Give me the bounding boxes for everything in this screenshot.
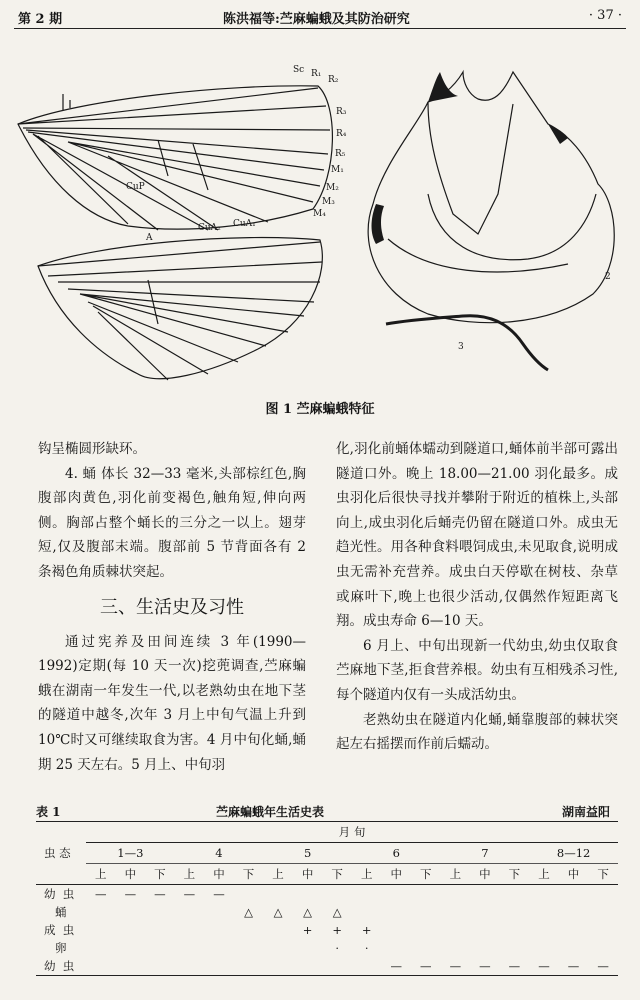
header-rule: [14, 28, 626, 29]
stage-label: 幼 虫: [44, 959, 75, 973]
schedule-cell: [116, 903, 146, 921]
life-history-table: [36, 821, 618, 976]
schedule-cell: [352, 903, 382, 921]
left-column: [38, 437, 306, 777]
schedule-cell: [470, 903, 500, 921]
schedule-cell: —: [597, 959, 609, 973]
paragraph: 6 月上、中旬出现新一代幼虫,幼虫仅取食苎麻地下茎,拒食营养根。幼虫有互相残杀习性,每个隧道内仅有一头成活幼虫。: [336, 637, 618, 703]
schedule-cell: [500, 939, 530, 957]
panel-label: 3: [458, 342, 464, 352]
schedule-cell: [381, 903, 411, 921]
genitalia-outline: [368, 72, 614, 323]
schedule-cell: [441, 885, 471, 904]
schedule-cell: [500, 903, 530, 921]
antenna-outline: [386, 316, 548, 370]
dekad-cell: 下: [508, 867, 521, 881]
paragraph: 化,羽化前蛹体蠕动到隧道口,蛹体前半部可露出隧道口外。晚上 18.00—21.00 羽化最多。成虫羽化后很快寻找并攀附于附近的植株上,头部向上,成虫羽化后蛹壳仍留在隧道口外。成虫无趋光性。用各种食料喂饲成虫,未见取食,说明成虫无需补充营养。成虫白天停歇在树枝、杂草或麻叶下,晚上也很少活动,仅偶然作短距离飞翔。成虫寿命 6—10 天。: [336, 441, 618, 630]
schedule-cell: [500, 885, 530, 904]
schedule-cell: △: [273, 905, 283, 919]
section-heading: 三、生活史及习性: [100, 596, 244, 618]
schedule-cell: [145, 939, 175, 957]
schedule-cell: [441, 921, 471, 939]
dekad-cell: 上: [538, 867, 550, 881]
schedule-cell: [470, 921, 500, 939]
schedule-cell: [204, 921, 234, 939]
schedule-cell: [86, 939, 116, 957]
month-cell: 1—3: [86, 843, 175, 864]
schedule-cell: [234, 885, 264, 904]
schedule-cell: [145, 921, 175, 939]
schedule-cell: [86, 921, 116, 939]
dekads-row: [36, 864, 618, 885]
schedule-cell: +: [332, 923, 342, 937]
figure-caption: 图 1 苎麻蝙蛾特征: [265, 402, 375, 417]
schedule-cell: [411, 885, 441, 904]
schedule-cell: [263, 939, 293, 957]
schedule-cell: ·: [364, 941, 369, 955]
month-header: 月 旬: [86, 822, 618, 843]
running-title: 陈洪福等:苎麻蝙蛾及其防治研究: [223, 12, 410, 27]
paragraph: 老熟幼虫在隧道内化蛹,蛹靠腹部的棘状突起左右摇摆而作前后蠕动。: [336, 711, 618, 753]
schedule-cell: —: [508, 959, 521, 973]
schedule-cell: [116, 921, 146, 939]
schedule-cell: —: [538, 959, 550, 973]
paragraph: 通过宪养及田间连续 3 年(1990—1992)定期(每 10 天一次)挖蔸调查,苎麻蝙蛾在湖南一年发生一代,以老熟幼虫在地下茎的隧道中越冬,次年 3 月上中旬气温上升到 10℃时又可继续取食为害。4 月中旬化蛹,蛹期 25 天左右。5 月上、中旬羽: [38, 633, 306, 773]
schedule-cell: △: [303, 905, 313, 919]
schedule-cell: [322, 885, 352, 904]
stage-label: 成 虫: [44, 923, 75, 937]
schedule-cell: △: [244, 905, 253, 919]
month-cell: 6: [352, 843, 441, 864]
dekad-cell: 中: [567, 867, 580, 881]
schedule-cell: —: [567, 959, 580, 973]
vein-label: M₄: [313, 209, 326, 219]
schedule-cell: [529, 903, 559, 921]
vein-label: M₁: [331, 165, 344, 175]
vein-label: Sc: [293, 65, 305, 75]
schedule-cell: [588, 939, 618, 957]
schedule-cell: [470, 885, 500, 904]
schedule-cell: [86, 903, 116, 921]
schedule-cell: [529, 921, 559, 939]
schedule-cell: [529, 885, 559, 904]
schedule-cell: [559, 885, 589, 904]
issue-number: 第 2 期: [18, 12, 63, 27]
schedule-cell: [411, 903, 441, 921]
dekad-cell: 下: [242, 867, 255, 881]
schedule-cell: [441, 939, 471, 957]
schedule-cell: [175, 957, 205, 976]
schedule-cell: +: [361, 923, 372, 937]
schedule-cell: —: [479, 959, 491, 973]
dekad-cell: 上: [272, 867, 284, 881]
months-row: [36, 843, 618, 864]
dekad-cell: 下: [331, 867, 343, 881]
schedule-cell: —: [449, 959, 462, 973]
schedule-cell: [263, 885, 293, 904]
vein-label: R₂: [328, 75, 339, 85]
schedule-cell: —: [154, 887, 166, 901]
genitalia-inner: [388, 102, 596, 272]
page-header: [18, 6, 622, 28]
schedule-cell: [441, 903, 471, 921]
right-column: [336, 437, 618, 757]
schedule-cell: [263, 921, 293, 939]
schedule-cell: [86, 957, 116, 976]
dekad-cell: 中: [301, 867, 314, 881]
dekad-cell: 下: [420, 867, 432, 881]
schedule-cell: [588, 903, 618, 921]
stage-label: 蛹: [44, 905, 67, 919]
schedule-cell: [559, 903, 589, 921]
schedule-cell: [559, 921, 589, 939]
schedule-cell: △: [332, 905, 342, 919]
schedule-cell: —: [183, 887, 196, 901]
dekad-cell: 上: [449, 867, 462, 881]
schedule-cell: [116, 957, 146, 976]
dekad-cell: 中: [213, 867, 225, 881]
schedule-cell: [529, 939, 559, 957]
vein-label: A: [146, 233, 153, 243]
schedule-cell: [234, 921, 264, 939]
month-cell: 5: [263, 843, 352, 864]
vein-label: CuA₁: [233, 219, 256, 229]
schedule-cell: [411, 939, 441, 957]
schedule-cell: [352, 957, 382, 976]
schedule-cell: [175, 921, 205, 939]
schedule-cell: [175, 903, 205, 921]
dekad-cell: 下: [597, 867, 609, 881]
vein-label: R₅: [335, 149, 346, 159]
schedule-cell: [204, 957, 234, 976]
schedule-cell: ·: [335, 941, 339, 955]
figure-moth-features: [8, 44, 628, 394]
paragraph: 4. 蛹 体长 32—33 毫米,头部棕红色,胸腹部肉黄色,羽化前变褐色,触角短,伸向两侧。胸部占整个蛹长的三分之一以上。翅芽短,仅及腹部末端。腹部前 5 节背面各有 2 条褐色角质棘状突起。: [38, 465, 306, 580]
table-body: [36, 885, 618, 976]
schedule-cell: +: [302, 923, 313, 937]
schedule-cell: [381, 885, 411, 904]
dekad-cell: 上: [95, 867, 107, 881]
dekad-cell: 下: [154, 867, 166, 881]
schedule-cell: [293, 885, 323, 904]
dekad-cell: 中: [390, 867, 402, 881]
schedule-cell: [204, 903, 234, 921]
schedule-cell: [175, 939, 205, 957]
stage-label: 幼 虫: [44, 887, 75, 901]
month-cell: 7: [441, 843, 530, 864]
schedule-cell: —: [390, 959, 402, 973]
month-cell: 4: [175, 843, 264, 864]
schedule-cell: [145, 957, 175, 976]
schedule-cell: [234, 957, 264, 976]
schedule-cell: [470, 939, 500, 957]
table-row: [36, 921, 618, 939]
schedule-cell: [116, 939, 146, 957]
stage-label: 卵: [44, 941, 67, 955]
schedule-cell: [293, 939, 323, 957]
schedule-cell: —: [95, 887, 107, 901]
hindwing-veins: [38, 242, 322, 380]
paragraph: 钩呈椭圆形缺环。: [38, 441, 146, 457]
vein-label: CuA₂: [198, 223, 221, 233]
schedule-cell: [145, 903, 175, 921]
vein-label: R₄: [336, 129, 347, 139]
schedule-cell: [411, 921, 441, 939]
forewing-outline: [18, 86, 332, 229]
page-number: · 37 ·: [588, 8, 622, 23]
dekad-cell: 中: [124, 867, 137, 881]
table-row: [36, 903, 618, 921]
schedule-cell: [234, 939, 264, 957]
vein-label: R₃: [336, 107, 347, 117]
vein-label: M₃: [322, 197, 335, 207]
schedule-cell: [381, 921, 411, 939]
vein-label: CuP: [126, 182, 145, 192]
schedule-cell: [559, 939, 589, 957]
month-cell: 8—12: [529, 843, 618, 864]
schedule-cell: —: [124, 887, 137, 901]
table-label: 表 1: [36, 805, 61, 819]
schedule-cell: [588, 921, 618, 939]
schedule-cell: —: [420, 959, 432, 973]
panel-label: 2: [605, 272, 611, 282]
dekad-cell: 上: [360, 867, 373, 881]
table-row: [36, 957, 618, 976]
table-row: [36, 885, 618, 904]
schedule-cell: [381, 939, 411, 957]
schedule-cell: [293, 957, 323, 976]
table-title: 苎麻蝙蛾年生活史表: [216, 805, 325, 819]
table-location: 湖南益阳: [561, 805, 610, 819]
dekad-cell: 上: [183, 867, 196, 881]
schedule-cell: [500, 921, 530, 939]
schedule-cell: [322, 957, 352, 976]
schedule-cell: [352, 885, 382, 904]
vein-label: R₁: [311, 69, 322, 79]
table-row: [36, 939, 618, 957]
vein-label: M₂: [326, 183, 339, 193]
schedule-cell: [263, 957, 293, 976]
schedule-cell: —: [213, 887, 225, 901]
stage-header: 虫 态: [36, 822, 86, 885]
schedule-cell: [588, 885, 618, 904]
schedule-cell: [204, 939, 234, 957]
dekad-cell: 中: [479, 867, 491, 881]
